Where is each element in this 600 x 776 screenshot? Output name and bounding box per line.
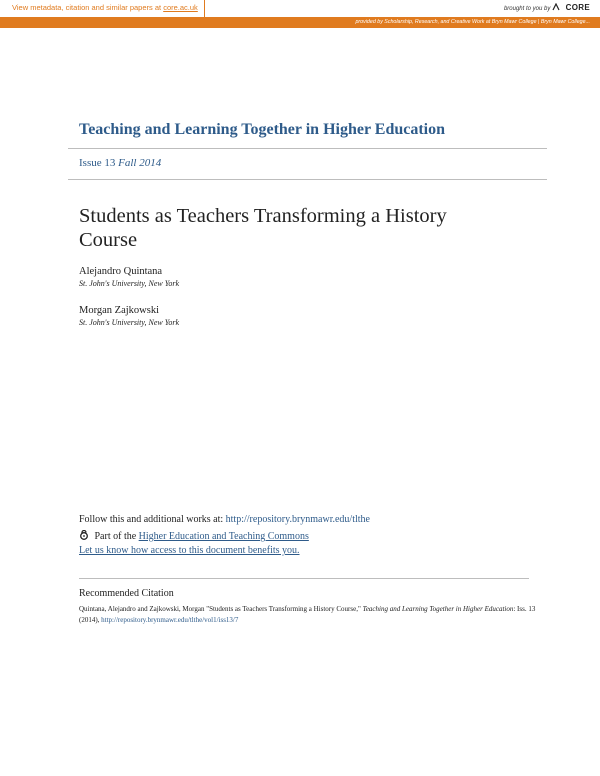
issue-season[interactable]: Fall 2014 xyxy=(118,157,162,169)
divider-issue xyxy=(68,179,547,180)
citation-url[interactable]: http://repository.brynmawr.edu/tlthe/vol1/iss13/7 xyxy=(101,616,239,624)
follow-line xyxy=(79,514,370,525)
core-logo-icon xyxy=(552,3,560,11)
core-link[interactable]: core.ac.uk xyxy=(163,3,198,12)
core-banner xyxy=(0,0,600,28)
brought-by-text: brought to you by xyxy=(503,6,551,12)
core-brought-to-you xyxy=(504,1,590,16)
author-2 xyxy=(79,304,179,329)
core-metadata-text: View metadata, citation and similar papers at xyxy=(12,3,162,12)
citation-heading: Recommended Citation xyxy=(79,588,174,599)
core-provided-text[interactable]: provided by Scholarship, Research, and Creative Work at Bryn Mawr College | Bryn Mawr College... xyxy=(355,19,590,25)
issue-line xyxy=(79,157,161,169)
author-name: Alejandro Quintana xyxy=(79,266,163,277)
part-of-label: Part of the xyxy=(94,531,137,542)
open-access-icon xyxy=(79,530,89,540)
citation-journal: Teaching and Learning Together in Higher Education xyxy=(362,605,514,613)
author-1 xyxy=(79,265,179,290)
author-affiliation: St. John's University, New York xyxy=(79,279,180,288)
part-of-line xyxy=(79,530,309,542)
citation-text xyxy=(79,604,541,626)
citation-authors-title: Quintana, Alejandro and Zajkowski, Morgan "Students as Teachers Transforming a History Course," xyxy=(79,605,361,613)
follow-label: Follow this and additional works at: xyxy=(79,514,224,525)
core-provided-bar xyxy=(0,17,600,28)
author-name: Morgan Zajkowski xyxy=(79,305,160,316)
issue-number[interactable]: Issue 13 xyxy=(79,157,116,169)
article-title: Students as Teachers Transforming a History Course xyxy=(79,205,447,251)
journal-title[interactable]: Teaching and Learning Together in Higher Education xyxy=(79,121,446,138)
feedback-link[interactable]: Let us know how access to this document benefits you. xyxy=(79,545,300,556)
commons-link[interactable]: Higher Education and Teaching Commons xyxy=(138,531,309,542)
divider-citation xyxy=(79,578,529,579)
core-metadata-notice xyxy=(0,0,205,18)
divider-top xyxy=(68,148,547,149)
citation-issue: : Iss. 13 (2014), xyxy=(79,605,536,624)
core-logo[interactable]: CORE xyxy=(565,3,590,12)
follow-link[interactable]: http://repository.brynmawr.edu/tlthe xyxy=(225,514,370,525)
author-affiliation: St. John's University, New York xyxy=(79,318,180,327)
